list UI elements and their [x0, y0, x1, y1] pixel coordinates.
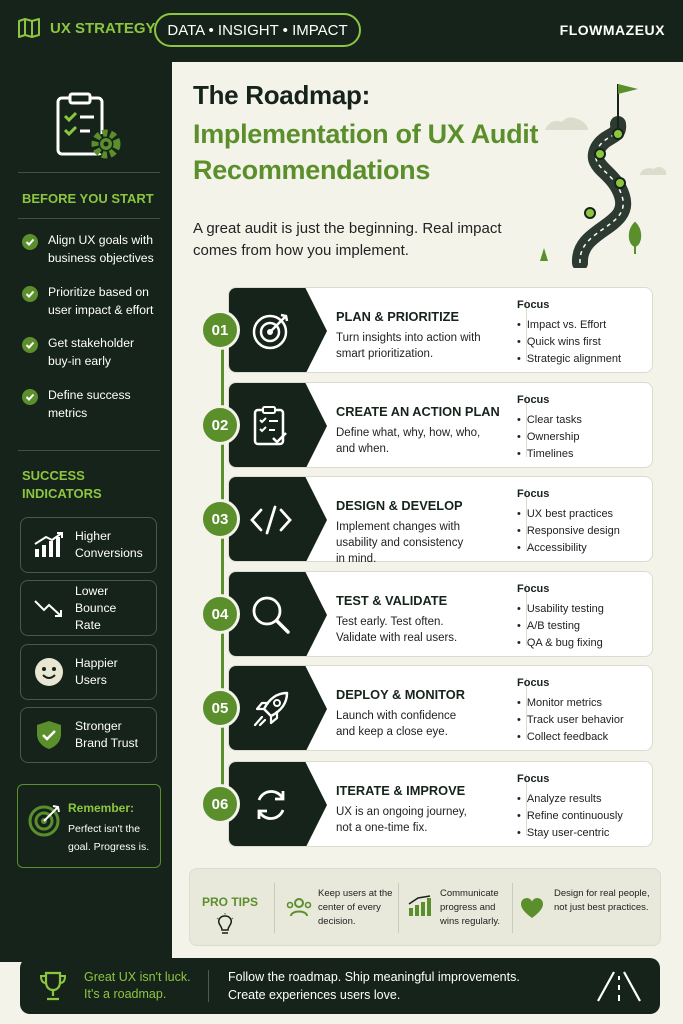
step-title: CREATE AN ACTION PLAN: [336, 404, 500, 419]
smiley-icon: [34, 657, 64, 687]
focus-item: • Timelines: [517, 446, 582, 463]
before-you-start-heading: BEFORE YOU START: [22, 191, 154, 206]
check-circle-icon: [22, 337, 38, 353]
step-title: PLAN & PRIORITIZE: [336, 309, 459, 324]
pro-tips-title: PRO TIPS: [202, 895, 259, 909]
divider: [18, 218, 160, 219]
step-description: Launch with confidence and keep a close eye.: [336, 710, 457, 738]
brand: [18, 18, 156, 38]
checklist-icon: [253, 406, 289, 446]
step-title: DEPLOY & MONITOR: [336, 687, 465, 702]
step-card: [200, 761, 653, 847]
focus-list: [517, 412, 582, 463]
trend-down-icon: [34, 597, 64, 619]
shield-check-icon: [35, 720, 63, 750]
step-number: 06: [200, 784, 240, 824]
brand-label: UX STRATEGY: [50, 19, 156, 37]
road-icon: [596, 970, 642, 1002]
target-icon: [251, 311, 291, 351]
focus-list: [517, 317, 621, 368]
focus-label: Focus: [517, 583, 550, 595]
focus-list: [517, 791, 623, 842]
footer-banner: [20, 958, 660, 1014]
divider: [18, 450, 160, 451]
checklist-item: Define success metrics: [22, 387, 148, 422]
step-title: ITERATE & IMPROVE: [336, 783, 466, 798]
focus-item: • Responsive design: [517, 523, 620, 540]
focus-item: • UX best practices: [517, 506, 620, 523]
refresh-icon: [252, 786, 290, 824]
success-indicators-heading: SUCCESS INDICATORS: [22, 468, 102, 501]
rocket-icon: [251, 689, 291, 729]
step-number: 04: [200, 594, 240, 634]
bar-growth-icon: [34, 532, 64, 558]
top-header: [0, 0, 683, 62]
check-circle-icon: [22, 389, 38, 405]
winding-road-illustration: [540, 78, 675, 268]
focus-item: • Impact vs. Effort: [517, 317, 621, 334]
focus-label: Focus: [517, 299, 550, 311]
step-description: Turn insights into action with smart prioritization.: [336, 332, 481, 360]
focus-label: Focus: [517, 773, 550, 785]
focus-item: • Monitor metrics: [517, 695, 624, 712]
focus-item: • Quick wins first: [517, 334, 621, 351]
users-icon: [286, 897, 312, 917]
step-title: DESIGN & DEVELOP: [336, 498, 463, 513]
focus-item: • Refine continuously: [517, 808, 623, 825]
company-logo: FLOWMAZEUX: [559, 22, 665, 38]
map-icon: [18, 18, 40, 38]
tip-item: Keep users at the center of every decision.: [318, 888, 393, 927]
step-card: [200, 665, 653, 751]
focus-item: • Usability testing: [517, 601, 604, 618]
step-card: [200, 287, 653, 373]
page-title: The Roadmap:: [193, 80, 370, 110]
step-number: 05: [200, 688, 240, 728]
remember-box: [17, 784, 161, 868]
heart-icon: [520, 897, 544, 919]
check-circle-icon: [22, 286, 38, 302]
footer-slogan: Great UX isn't luck. It's a roadmap.: [84, 970, 191, 1001]
checklist-item: Align UX goals with business objectives: [22, 232, 158, 267]
focus-item: • QA & bug fixing: [517, 635, 604, 652]
focus-list: [517, 506, 620, 557]
step-number: 02: [200, 405, 240, 445]
code-icon: [250, 505, 292, 535]
remember-body: Perfect isn't the goal. Progress is.: [68, 823, 150, 853]
focus-item: • A/B testing: [517, 618, 604, 635]
focus-item: • Collect feedback: [517, 729, 624, 746]
focus-item: • Clear tasks: [517, 412, 582, 429]
focus-label: Focus: [517, 394, 550, 406]
lightbulb-icon: [216, 913, 234, 937]
indicator-card: Happier Users: [20, 644, 157, 700]
bar-chart-icon: [408, 895, 432, 917]
intro-text: A great audit is just the beginning. Real impact comes from how you implement.: [193, 220, 502, 259]
step-description: Define what, why, how, who, and when.: [336, 427, 481, 455]
step-number: 01: [200, 310, 240, 350]
focus-list: [517, 695, 624, 746]
focus-item: • Stay user-centric: [517, 825, 623, 842]
focus-item: • Accessibility: [517, 540, 620, 557]
step-description: UX is an ongoing journey, not a one-time fix.: [336, 806, 467, 834]
step-card: [200, 382, 653, 468]
footer-message: Follow the roadmap. Ship meaningful improvements. Create experiences users love.: [228, 970, 520, 1002]
focus-label: Focus: [517, 677, 550, 689]
focus-item: • Strategic alignment: [517, 351, 621, 368]
checklist-item: Get stakeholder buy-in early: [22, 335, 148, 370]
tip-item: Design for real people, not just best practices.: [554, 888, 650, 913]
checklist-gear-icon: [50, 92, 128, 164]
indicator-card: Lower Bounce Rate: [20, 580, 157, 636]
focus-list: [517, 601, 604, 652]
magnifier-icon: [251, 595, 291, 635]
trophy-icon: [38, 970, 68, 1002]
focus-item: • Ownership: [517, 429, 582, 446]
page-subtitle: Implementation of UX Audit Recommendations: [193, 119, 539, 185]
step-description: Test early. Test often. Validate with real users.: [336, 616, 458, 644]
focus-item: • Analyze results: [517, 791, 623, 808]
focus-label: Focus: [517, 488, 550, 500]
step-number: 03: [200, 499, 240, 539]
indicator-card: Stronger Brand Trust: [20, 707, 157, 763]
indicator-card: Higher Conversions: [20, 517, 157, 573]
step-description: Implement changes with usability and consistency in mind.: [336, 521, 464, 565]
target-icon: [28, 803, 62, 837]
checklist-item: Prioritize based on user impact & effort: [22, 284, 160, 319]
divider: [18, 172, 160, 173]
step-title: TEST & VALIDATE: [336, 593, 448, 608]
step-card: [200, 476, 653, 565]
step-card: [200, 571, 653, 657]
tip-item: Communicate progress and wins regularly.: [440, 888, 501, 927]
remember-title: Remember:: [68, 801, 135, 815]
pro-tips-box: [189, 868, 661, 946]
focus-item: • Track user behavior: [517, 712, 624, 729]
check-circle-icon: [22, 234, 38, 250]
tagline-pill: DATA • INSIGHT • IMPACT: [154, 13, 361, 47]
